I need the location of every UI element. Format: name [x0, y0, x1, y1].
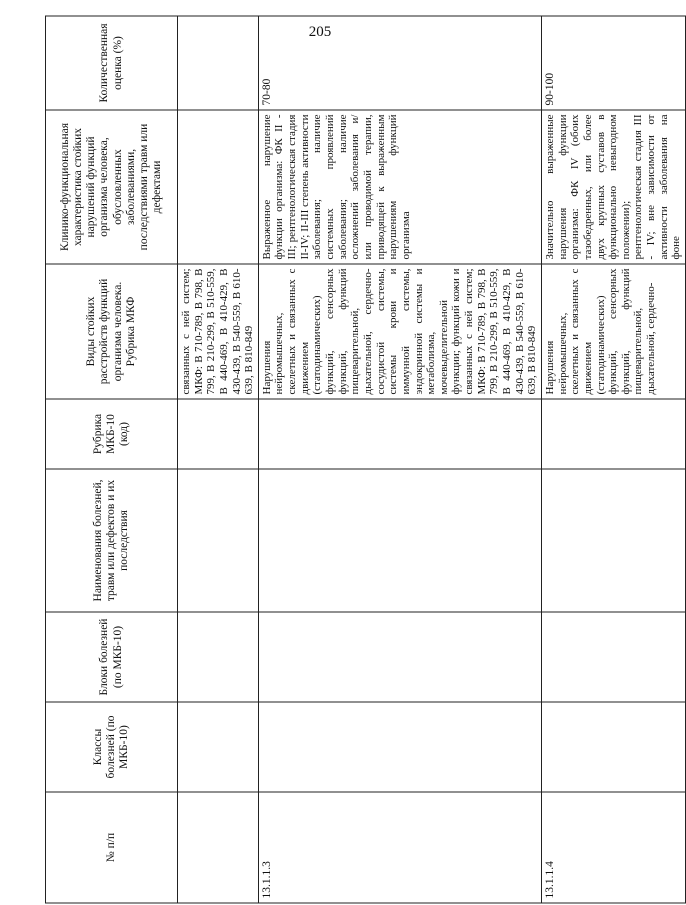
header-clinic: Клинико-функциональная характеристика стойких нарушений функций организма человека, обусловленных заболеваниями, последствиями травм или дефектами: [46, 110, 178, 264]
row-rubric: [541, 399, 685, 469]
table-row: [258, 16, 541, 903]
row-names: [258, 469, 541, 612]
row-score: 90-100: [541, 16, 685, 110]
row-num: [178, 792, 259, 903]
row-blocks: [178, 612, 259, 702]
row-names: [178, 469, 259, 612]
row-score: 70-80: [258, 16, 541, 110]
row-types: Нарушения нейромышечных, скелетных и связанных с движением (статодинамических) функций, сенсорных функций, функций пищеварительной, дыхательной, сердечно-: [541, 264, 685, 399]
row-classes: [541, 702, 685, 792]
table-header-row: [46, 16, 178, 903]
header-names: Наименования болезней, травм или дефектов и их последствия: [46, 469, 178, 612]
header-types: Виды стойких расстройств функций организма человека. Рубрика МКФ: [46, 264, 178, 399]
row-names: [541, 469, 685, 612]
row-score: [178, 16, 259, 110]
header-num: № п/п: [46, 792, 178, 903]
row-rubric: [178, 399, 259, 469]
row-types: Нарушения нейромышечных, скелетных и связанных с движением (статодинамических) функций, сенсорных функций, функций пищеварительной, дыхательной, сердечно-сосудистой системы, системы крови и иммунной системы, эндокринной системы и метаболизма, мочевыделительной функции; функций кожи и связанных с ней систем; МКФ: B 710-789, B 798, B 799, B 210-299, B 510-559, B 440-469, B 410-429, B 430-439, B 540-559, B 610-639, B 810-849: [258, 264, 541, 399]
row-blocks: [258, 612, 541, 702]
row-num: 13.1.1.4: [541, 792, 685, 903]
row-num: 13.1.1.3: [258, 792, 541, 903]
row-classes: [178, 702, 259, 792]
table-row: [178, 16, 259, 903]
row-clinic: [178, 110, 259, 264]
header-score: Количественная оценка (%): [46, 16, 178, 110]
row-blocks: [541, 612, 685, 702]
header-blocks: Блоки болезней (по МКБ-10): [46, 612, 178, 702]
page-number: 205: [308, 24, 332, 40]
row-clinic: Значительно выраженные нарушения функции организма: ФК IV (обоих тазобедренных, или более двух крупных суставов в функционально невыгодном положении); рентгенологическая стадия III - IV; вне зависимости от активности заболевания на фоне: [541, 110, 685, 264]
row-classes: [258, 702, 541, 792]
header-rubric: Рубрика МКБ-10 (код): [46, 399, 178, 469]
disability-criteria-table: [45, 16, 686, 904]
row-clinic: Выраженное нарушение функции организма: ФК II - III; рентгенологическая стадия II-IV; II-III степень активности заболевания; наличие системных проявлений заболевания; наличие осложнений заболевания и/или проводимой терапии, приводящей к выраженным нарушениям функций организма: [258, 110, 541, 264]
header-classes: Классы болезней (по МКБ-10): [46, 702, 178, 792]
rotated-table-sheet: [45, 17, 683, 904]
table-row: [541, 16, 685, 903]
row-rubric: [258, 399, 541, 469]
row-types: связанных с ней систем; МКФ: B 710-789, B 798, B 799, B 210-299, B 510-559, B 440-469, B 410-429, B 430-439, B 540-559, B 610-639, B 810-849: [178, 264, 259, 399]
